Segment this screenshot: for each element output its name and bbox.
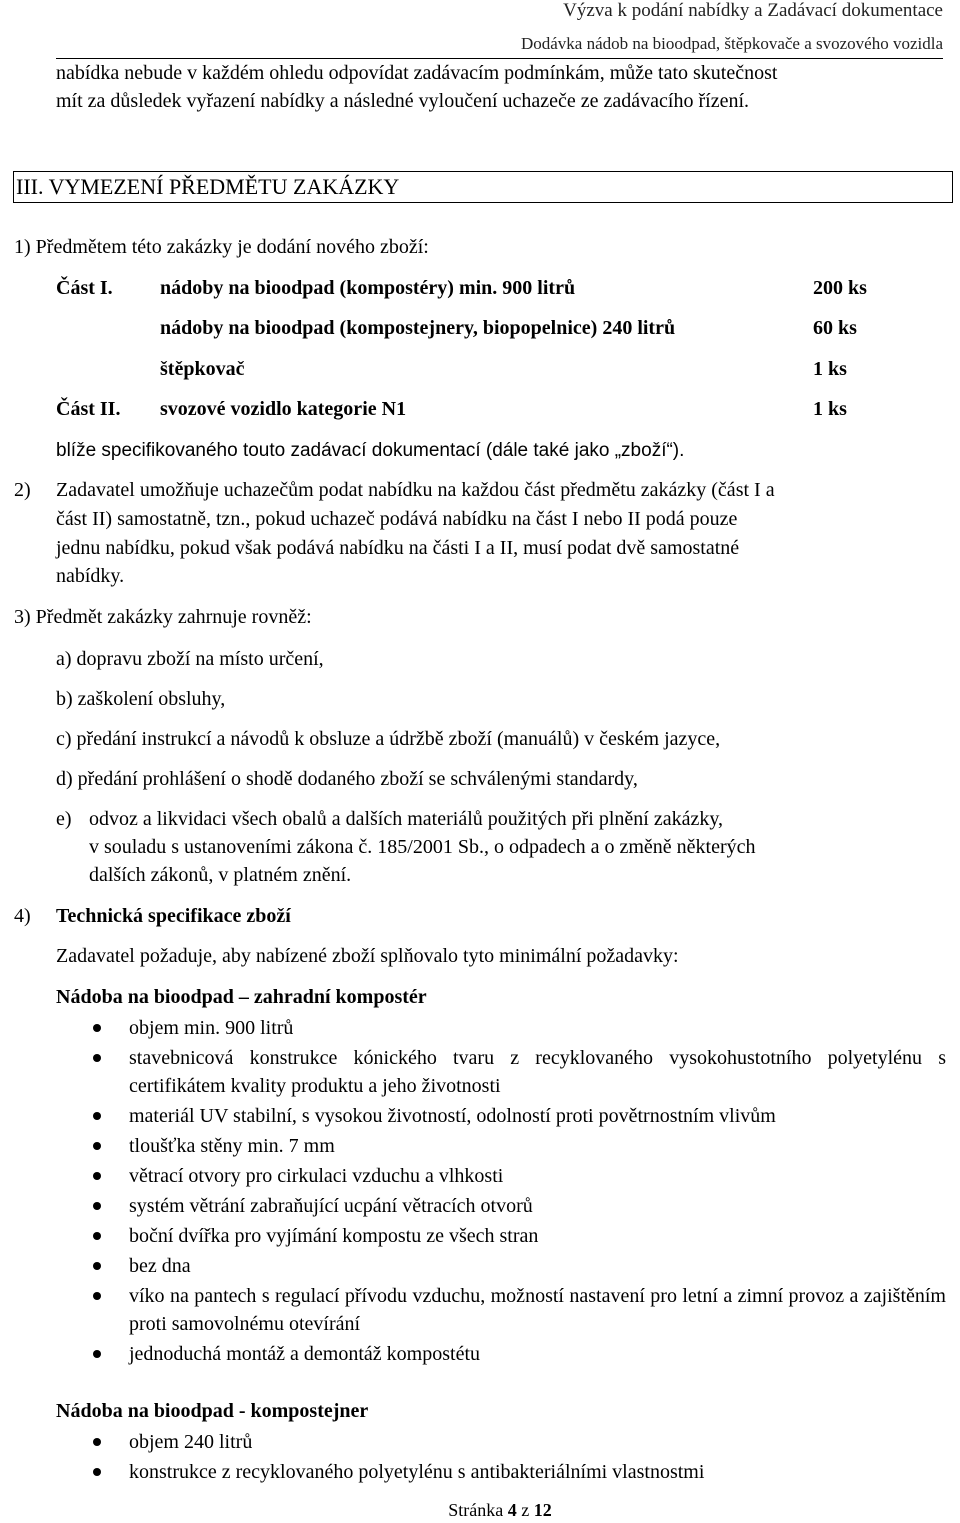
header-divider <box>56 58 943 59</box>
bullet-icon <box>93 1054 101 1062</box>
bullet-icon <box>93 1142 101 1150</box>
spec1-item <box>56 1252 946 1280</box>
spec1-item <box>56 1340 946 1368</box>
header-title: Výzva k podání nabídky a Zadávací dokumentace <box>563 0 943 21</box>
spec1-item-text: systém větrání zabraňující ucpání větracích otvorů <box>129 1195 533 1217</box>
footer-page-total: 12 <box>533 1500 552 1520</box>
part1-row-1-name: nádoby na bioodpad (kompostéry) min. 900 litrů <box>160 277 576 299</box>
item3-a: a) dopravu zboží na místo určení, <box>56 648 324 670</box>
item3-e-line-2: v souladu s ustanoveními zákona č. 185/2001 Sb., o odpadech a o změně některých <box>89 836 756 858</box>
spec1-item-text: boční dvířka pro vyjímání kompostu ze všech stran <box>129 1225 539 1247</box>
part2-row-1-name: svozové vozidlo kategorie N1 <box>160 398 407 420</box>
part1-row-2-qty: 60 ks <box>813 317 857 339</box>
bullet-icon <box>93 1024 101 1032</box>
bullet-icon <box>93 1202 101 1210</box>
item3-text: 3) Předmět zakázky zahrnuje rovněž: <box>14 606 312 628</box>
spec1-item <box>56 1014 946 1042</box>
spec1-item-text: větrací otvory pro cirkulaci vzduchu a vlhkosti <box>129 1165 504 1187</box>
part1-row-3-qty: 1 ks <box>813 358 847 380</box>
spec1-item-text: víko na pantech s regulací přívodu vzduchu, možností nastavení pro letní a zimní provoz a zajištěním proti samovolnému otevírání <box>129 1285 946 1335</box>
item3-e-line-3: dalších zákonů, v platném znění. <box>89 864 352 886</box>
item3-b: b) zaškolení obsluhy, <box>56 688 226 710</box>
intro-line-1: nabídka nebude v každém ohledu odpovídat zadávacím podmínkám, může tato skutečnost <box>56 62 778 84</box>
bullet-icon <box>93 1112 101 1120</box>
spec1-item-text: materiál UV stabilní, s vysokou životností, odolností proti povětrnostním vlivům <box>129 1105 776 1127</box>
bullet-icon <box>93 1438 101 1446</box>
spec2-list <box>56 1428 946 1486</box>
item1-note: blíže specifikovaného touto zadávací dokumentací (dále také jako „zboží“). <box>56 440 685 461</box>
item3-e-label: e) <box>56 808 72 830</box>
section-title: III. VYMEZENÍ PŘEDMĚTU ZAKÁZKY <box>16 174 400 199</box>
page-footer <box>0 1500 960 1521</box>
spec2-item <box>56 1458 946 1486</box>
item3-e-line-1: odvoz a likvidaci všech obalů a dalších materiálů použitých při plnění zakázky, <box>89 808 724 830</box>
item2-number: 2) <box>14 479 31 501</box>
item2-line-3: jednu nabídku, pokud však podává nabídku na části I a II, musí podat dvě samostatné <box>56 537 740 559</box>
spec1-item <box>56 1044 946 1100</box>
spec1-item-text: objem min. 900 litrů <box>129 1017 294 1039</box>
footer-prefix: Stránka <box>448 1500 504 1520</box>
item2-line-4: nabídky. <box>56 565 125 587</box>
spec1-item <box>56 1132 946 1160</box>
spec2-item <box>56 1428 946 1456</box>
spec1-item <box>56 1192 946 1220</box>
item1-text: 1) Předmětem této zakázky je dodání nového zboží: <box>14 236 429 258</box>
bullet-icon <box>93 1172 101 1180</box>
spec1-title: Nádoba na bioodpad – zahradní kompostér <box>56 986 427 1008</box>
intro-line-2: mít za důsledek vyřazení nabídky a následné vyloučení uchazeče ze zadávacího řízení. <box>56 90 749 112</box>
spec1-list <box>56 1014 946 1368</box>
bullet-icon <box>93 1232 101 1240</box>
spec1-item-text: stavebnicová konstrukce kónického tvaru z recyklovaného vysokohustotního polyetylénu s certifikátem kvality produktu a jeho životnosti <box>129 1047 946 1097</box>
spec1-item <box>56 1222 946 1250</box>
item4-number: 4) <box>14 905 31 927</box>
part1-label: Část I. <box>56 277 113 299</box>
footer-page-number: 4 <box>507 1500 517 1520</box>
spec1-item <box>56 1282 946 1338</box>
part2-label: Část II. <box>56 398 121 420</box>
spec2-item-text: objem 240 litrů <box>129 1431 253 1453</box>
item2-line-2: část II) samostatně, tzn., pokud uchazeč podává nabídku na část I nebo II podá pouze <box>56 508 738 530</box>
bullet-icon <box>93 1350 101 1358</box>
spec1-item <box>56 1162 946 1190</box>
header-subtitle: Dodávka nádob na bioodpad, štěpkovače a svozového vozidla <box>520 34 943 53</box>
bullet-icon <box>93 1468 101 1476</box>
item2-line-1: Zadavatel umožňuje uchazečům podat nabídku na každou část předmětu zakázky (část I a <box>56 479 775 501</box>
item3-d: d) předání prohlášení o shodě dodaného zboží se schválenými standardy, <box>56 768 638 790</box>
item3-c: c) předání instrukcí a návodů k obsluze a údržbě zboží (manuálů) v českém jazyce, <box>56 728 721 750</box>
spec1-item <box>56 1102 946 1130</box>
part1-row-2-name: nádoby na bioodpad (kompostejnery, biopopelnice) 240 litrů <box>160 317 676 339</box>
footer-separator: z <box>521 1500 530 1520</box>
spec1-item-text: jednoduchá montáž a demontáž kompostétu <box>129 1343 481 1365</box>
item4-intro: Zadavatel požaduje, aby nabízené zboží splňovalo tyto minimální požadavky: <box>56 945 679 967</box>
part1-row-1-qty: 200 ks <box>813 277 867 299</box>
bullet-icon <box>93 1262 101 1270</box>
spec1-item-text: tloušťka stěny min. 7 mm <box>129 1135 335 1157</box>
spec2-title: Nádoba na bioodpad - kompostejner <box>56 1400 369 1422</box>
item4-title: Technická specifikace zboží <box>56 905 291 927</box>
spec1-item-text: bez dna <box>129 1255 191 1277</box>
bullet-icon <box>93 1292 101 1300</box>
spec2-item-text: konstrukce z recyklovaného polyetylénu s antibakteriálními vlastnostmi <box>129 1461 705 1483</box>
part1-row-3-name: štěpkovač <box>160 358 245 380</box>
part2-row-1-qty: 1 ks <box>813 398 847 420</box>
